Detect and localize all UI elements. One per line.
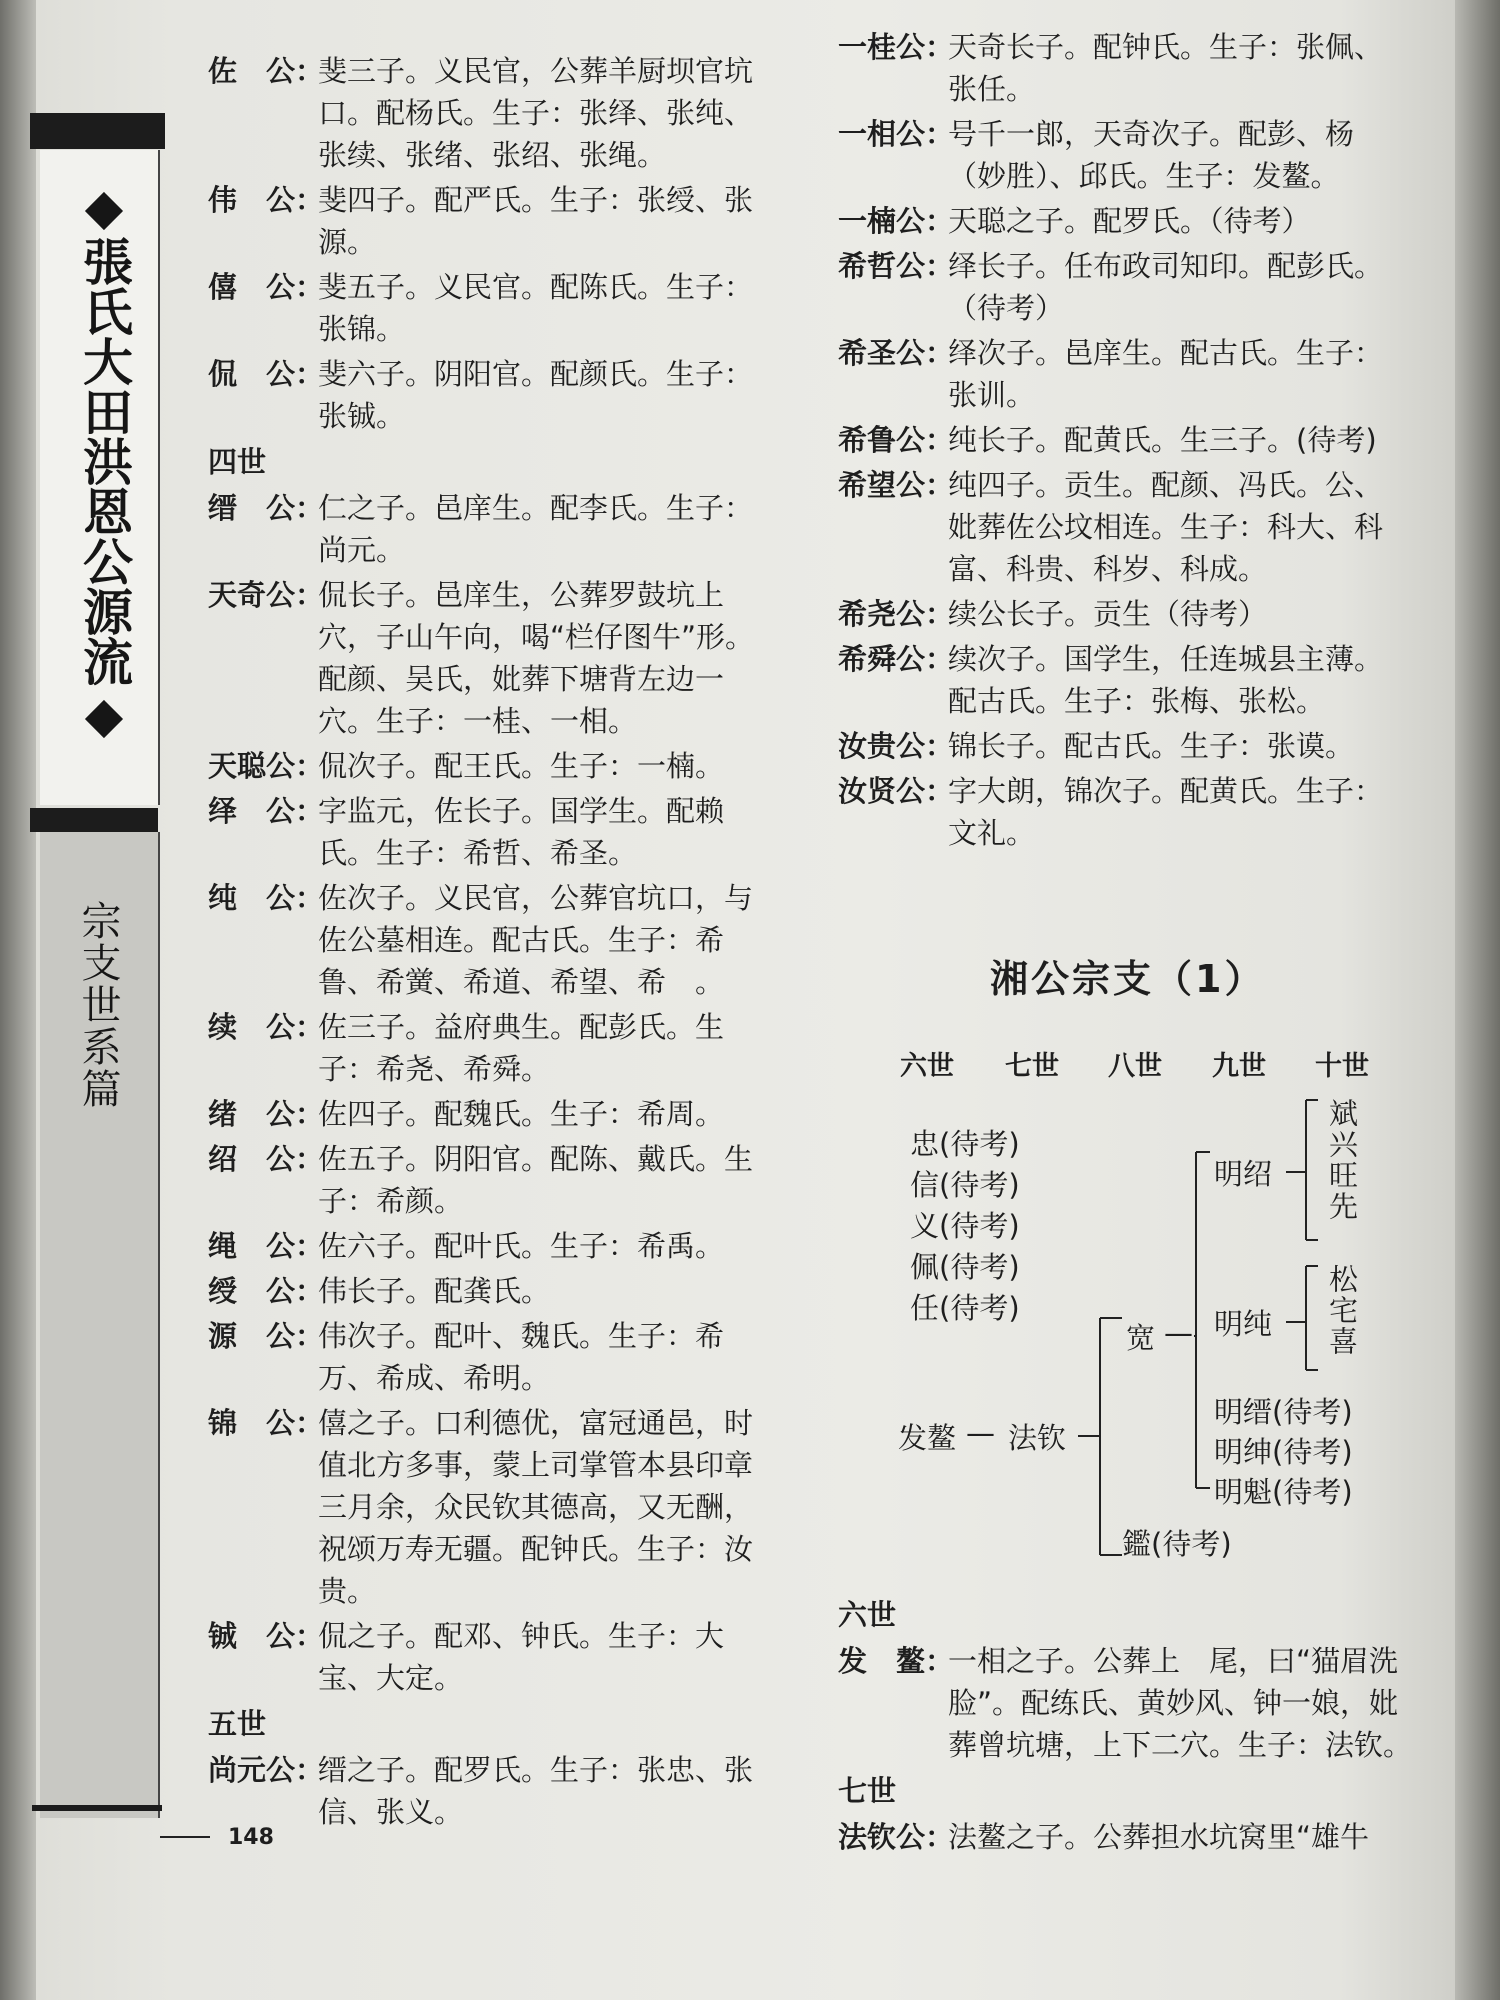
entry-text: 斐五子。义民官。配陈氏。生子：张锦。 [318,270,754,346]
chart-node: 忠(待考) [910,1127,1020,1161]
entry-text: 斐六子。阴阳官。配颜氏。生子：张铖。 [318,357,754,433]
chart-node-root: 发鳌 [898,1421,957,1455]
entry-name: 僖 公： [208,270,325,304]
entry-text: 纯长子。配黄氏。生三子。(待考) [948,423,1377,457]
gen-header-7: 七世 [1005,1051,1059,1082]
gen-header-6: 六世 [900,1051,954,1082]
entry-text: 侃之子。配邓、钟氏。生子：大宝、大定。 [318,1619,725,1695]
chart-node-ninth: 明缙(待考) [1214,1395,1353,1429]
entry-name: 希望公： [838,468,955,502]
gen-header-8: 八世 [1108,1051,1162,1082]
chart-node: 义(待考) [910,1209,1020,1243]
entry-text: 字大朗，锦次子。配黄氏。生子：文礼。 [948,774,1384,850]
chart-connector: — [1164,1316,1193,1350]
sidebar-section-title: 宗支世系篇 [75,900,121,1110]
entry-name: 续 公： [208,1010,325,1044]
entry-name: 绳 公： [208,1229,325,1263]
entry-text: 天奇长子。配钟氏。生子：张佩、张任。 [948,30,1384,106]
entry-name: 法钦公： [838,1820,955,1854]
entry-name: 希圣公： [838,336,955,370]
entry-text: 佐三子。益府典生。配彭氏。生子：希尧、希舜。 [318,1010,725,1086]
entry-name: 缙 公： [208,491,325,525]
page-number: 148 [228,1825,274,1850]
entry-name: 绍 公： [208,1142,325,1176]
chart-node-seventh: 法钦 [1008,1421,1067,1455]
entry-name: 侃 公： [208,357,325,391]
sidebar-title: ◆張氏大田洪恩公源流◆ [75,178,133,744]
entry-text: 字监元，佐长子。国学生。配赖氏。生子：希哲、希圣。 [318,794,725,870]
entry-text: 佐四子。配魏氏。生子：希周。 [318,1097,725,1131]
entry-text: 续次子。国学生，任连城县主薄。配古氏。生子：张梅、张松。 [948,642,1384,718]
entry-text: 伟长子。配龚氏。 [318,1274,551,1308]
chart-node-eighth: 宽 [1126,1321,1156,1355]
entry-name: 天聪公： [208,749,325,783]
entry-name: 希鲁公： [838,423,955,457]
entry-text: 号千一郎，天奇次子。配彭、杨（妙胜）、邱氏。生子：发鳌。 [948,117,1355,193]
genealogy-entry [838,1816,1413,1858]
entry-text: 斐三子。义民官，公葬羊厨坝官坑口。配杨氏。生子：张绎、张纯、张续、张绪、张绍、张绳。 [318,54,754,172]
chart-node-ninth: 明纯 [1214,1307,1273,1341]
chart-node-tenth: 松宅喜 [1325,1264,1359,1357]
chart-node: 任(待考) [910,1291,1020,1325]
entry-name: 纯 公： [208,881,325,915]
entry-name: 绎 公： [208,794,325,828]
chart-title: 湘公宗支（1） [990,957,1266,1001]
chart-node-ninth: 明绍 [1214,1157,1273,1191]
entry-name: 一桂公： [838,30,955,64]
entry-text: 绎长子。任布政司知印。配彭氏。（待考） [948,249,1384,325]
chart-node-ninth: 明魁(待考) [1214,1475,1353,1509]
entry-text: 斐四子。配严氏。生子：张绶、张源。 [318,183,754,259]
entry-text: 法鳌之子。公葬担水坑窝里“雄牛 [948,1820,1370,1854]
entry-text: 仁之子。邑庠生。配李氏。生子：尚元。 [318,491,754,567]
entry-name: 希尧公： [838,597,955,631]
entry-text: 僖之子。口利德优，富冠通邑，时值北方多事，蒙上司掌管本县印章三月余，众民钦其德高，又无酬，祝颂万寿无疆。配钟氏。生子：汝贵。 [318,1406,754,1608]
entry-text: 佐五子。阴阳官。配陈、戴氏。生子：希颜。 [318,1142,754,1218]
entry-name: 锦 公： [208,1406,325,1440]
entry-text: 佐六子。配叶氏。生子：希禹。 [318,1229,725,1263]
entry-name: 天奇公： [208,578,325,612]
chart-node: 信(待考) [910,1168,1020,1202]
entry-name: 源 公： [208,1319,325,1353]
entry-name: 一楠公： [838,204,955,238]
entry-name: 一相公： [838,117,955,151]
entry-text: 锦长子。配古氏。生子：张谟。 [948,729,1355,763]
genealogy-entry [838,1640,1413,1766]
entry-text: 缙之子。配罗氏。生子：张忠、张信、张义。 [318,1753,754,1829]
entry-name: 佐 公： [208,54,325,88]
entry-name: 汝贤公： [838,774,955,808]
entry-name: 伟 公： [208,183,325,217]
entry-text: 续公长子。贡生（待考） [948,597,1268,631]
entry-name: 汝贵公： [838,729,955,763]
chart-node-tenth: 斌兴旺先 [1325,1098,1359,1222]
entry-text: 侃次子。配王氏。生子：一楠。 [318,749,725,783]
entry-name: 希哲公： [838,249,955,283]
entry-text: 侃长子。邑庠生，公葬罗鼓坑上穴，子山午向，喝“栏仔图牛”形。配颜、吴氏，妣葬下塘背左边一穴。生子：一桂、一相。 [318,578,755,738]
entry-name: 铖 公： [208,1619,325,1653]
entry-name: 尚元公： [208,1753,325,1787]
right-lower-text [838,1590,1413,1861]
entry-text: 佐次子。义民官，公葬官坑口，与佐公墓相连。配古氏。生子：希鲁、希黉、希道、希望、希 。 [318,881,754,999]
entry-text: 纯四子。贡生。配颜、冯氏。公、妣葬佐公坟相连。生子：科大、科富、科贵、科岁、科成。 [948,468,1384,586]
entry-name: 绶 公： [208,1274,325,1308]
entry-name: 绪 公： [208,1097,325,1131]
generation-heading: 四世 [208,445,267,479]
entry-name: 希舜公： [838,642,955,676]
generation-heading: 七世 [838,1774,897,1808]
entry-text: 伟次子。配叶、魏氏。生子：希万、希成、希明。 [318,1319,725,1395]
chart-connector: — [966,1416,995,1450]
gen-header-9: 九世 [1212,1051,1266,1082]
generation-heading: 五世 [208,1707,267,1741]
gen-header-10: 十世 [1315,1051,1369,1082]
generation-heading: 六世 [838,1598,897,1632]
entry-text: 天聪之子。配罗氏。（待考） [948,204,1311,238]
entry-text: 一相之子。公葬上 尾，曰“猫眉洗脸”。配练氏、黄妙风、钟一娘，妣葬曾坑塘，上下二穴。生子：法钦。 [948,1644,1413,1762]
chart-node-eighth: 鑑(待考) [1122,1527,1232,1561]
chart-node: 佩(待考) [910,1250,1020,1284]
entry-name: 发 鳌： [838,1644,955,1678]
entry-text: 绎次子。邑庠生。配古氏。生子：张训。 [948,336,1384,412]
chart-node-ninth: 明绅(待考) [1214,1435,1353,1469]
